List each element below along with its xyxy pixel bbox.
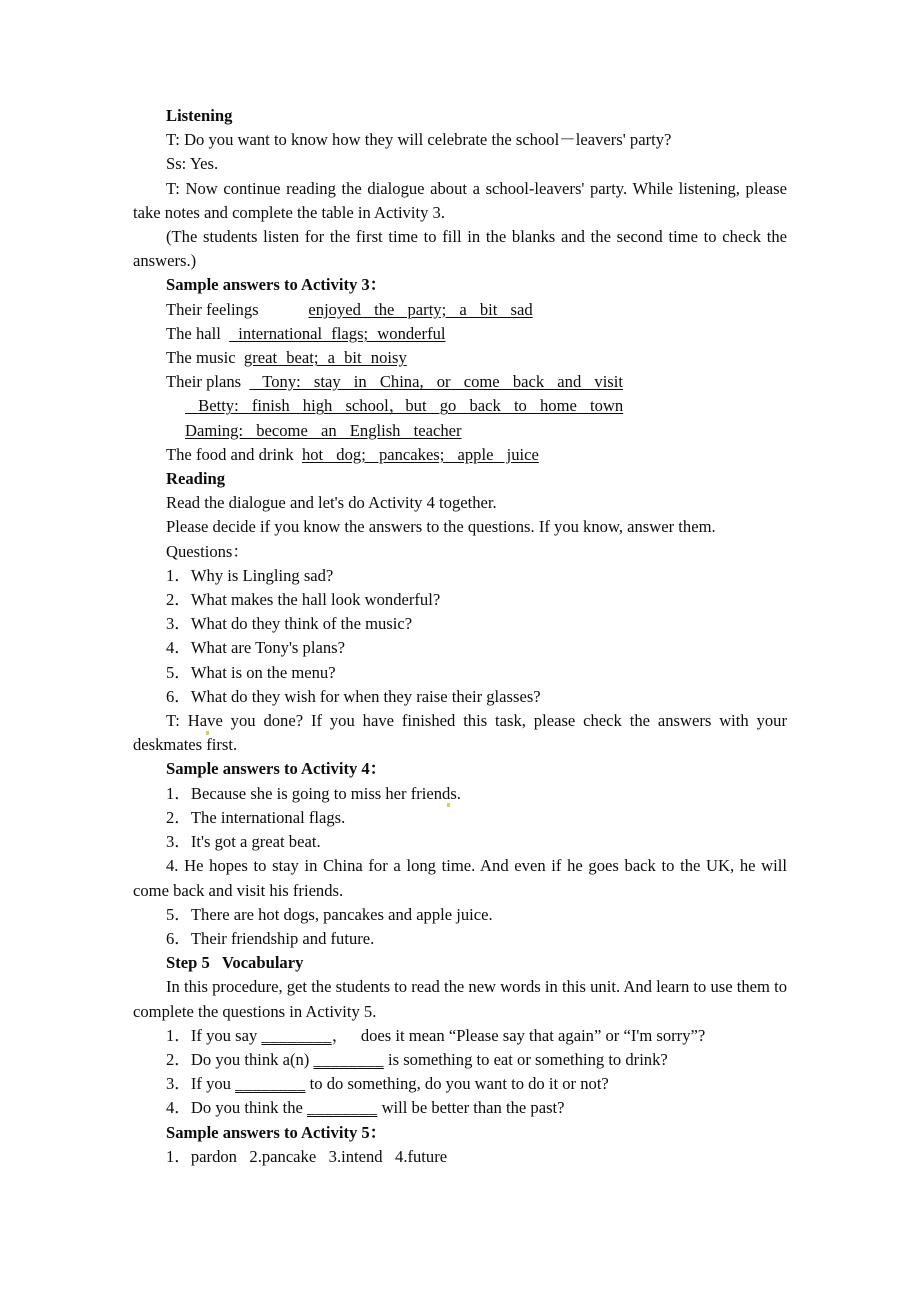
exercise-text-before: Do you think a(n)	[190, 1049, 314, 1069]
activity4-answer-1: 1．Because she is going to miss her friends.	[166, 783, 461, 803]
activity4-answer-5: 5．There are hot dogs, pancakes and apple juice.	[166, 904, 493, 924]
exercise-text-before: If you say	[190, 1025, 262, 1045]
reading-question-1: 1．Why is Lingling sad?	[166, 565, 334, 585]
answer-row-label: The music	[166, 348, 236, 368]
fill-in-blank[interactable]: ________	[235, 1074, 306, 1094]
reading-instruction-2: Please decide if you know the answers to the questions. If you know, answer them.	[166, 517, 716, 537]
scan-speck-artifact	[206, 731, 209, 735]
activity4-answer-3: 3．It's got a great beat.	[166, 832, 321, 852]
activity4-answer-4: 4. He hopes to stay in China for a long time. And even if he goes back to the UK, he will come back and visit his friends.	[133, 856, 792, 900]
exercise-text-after: to do something, do you want to do it or not?	[305, 1074, 609, 1094]
heading-activity3-answers: Sample answers to Activity 3：	[166, 275, 387, 295]
exercise-number: 1．	[166, 1025, 191, 1045]
reading-question-5: 5．What is on the menu?	[166, 662, 336, 682]
answer-row-value: Tony: stay in China, or come back and visit	[249, 372, 623, 392]
fill-in-blank[interactable]: ________	[307, 1098, 378, 1118]
reading-instruction-1: Read the dialogue and let's do Activity 4 together.	[166, 493, 497, 513]
heading-step5-vocabulary: Step 5 Vocabulary	[166, 953, 304, 973]
reading-questions-label: Questions：	[166, 541, 249, 561]
answer-row-value: international flags; wonderful	[229, 323, 446, 343]
answer-row-label: The food and drink	[166, 444, 294, 464]
answer-row-gap	[294, 445, 302, 464]
answer-row-value: great beat; a bit noisy	[243, 348, 407, 368]
activity4-answer-6: 6．Their friendship and future.	[166, 928, 375, 948]
exercise-number: 4．	[166, 1098, 191, 1118]
fill-in-blank[interactable]: ________	[261, 1025, 332, 1045]
reading-closing-line: T: Have you done? If you have finished this task, please check the answers with your deskmates first.	[133, 711, 792, 755]
answer-row-gap	[259, 300, 309, 319]
vocab-exercise-1	[133, 1024, 787, 1048]
reading-question-3: 3．What do they think of the music?	[166, 614, 413, 634]
vocab-exercise-2	[133, 1048, 787, 1072]
answer-row-gap	[221, 324, 229, 343]
vocab-exercise-4	[133, 1096, 787, 1120]
answer-row-label: The hall	[166, 323, 221, 343]
answer-row-food-drink	[133, 443, 787, 467]
answer-row-plans	[133, 370, 787, 394]
activity5-answer-line: 1．pardon 2.pancake 3.intend 4.future	[166, 1146, 448, 1166]
exercise-text-after: is something to eat or something to drink?	[383, 1049, 668, 1069]
answer-row-label: Their feelings	[166, 299, 259, 319]
answer-row-music	[133, 346, 787, 370]
dialogue-line-ss: Ss: Yes.	[166, 154, 219, 174]
reading-question-2: 2．What makes the hall look wonderful?	[166, 590, 441, 610]
stage-direction: (The students listen for the first time to fill in the blanks and the second time to check the answers.)	[133, 227, 792, 271]
exercise-number: 3．	[166, 1074, 191, 1094]
heading-reading: Reading	[166, 469, 226, 489]
step5-intro: In this procedure, get the students to read the new words in this unit. And learn to use them to complete the questions in Activity 5.	[133, 977, 792, 1021]
answer-row-plans-betty	[133, 394, 787, 418]
scan-speck-artifact	[447, 803, 450, 807]
heading-activity4-answers: Sample answers to Activity 4：	[166, 759, 387, 779]
exercise-text-before: Do you think the	[190, 1098, 308, 1118]
answer-row-value: hot dog; pancakes; apple juice	[301, 444, 539, 464]
answer-row-value: enjoyed the party; a bit sad	[308, 299, 533, 319]
dialogue-line-t1: T: Do you want to know how they will celebrate the school－leavers' party?	[166, 130, 672, 150]
exercise-text-after: ， does it mean “Please say that again” or “I'm sorry”?	[331, 1025, 706, 1045]
reading-question-4: 4．What are Tony's plans?	[166, 638, 345, 658]
answer-row-value: Daming: become an English teacher	[185, 420, 462, 440]
reading-question-6: 6．What do they wish for when they raise their glasses?	[166, 686, 541, 706]
answer-row-label: Their plans	[166, 372, 242, 392]
fill-in-blank[interactable]: ________	[313, 1049, 384, 1069]
heading-activity5-answers: Sample answers to Activity 5：	[166, 1122, 387, 1142]
heading-listening: Listening	[166, 106, 233, 125]
answer-row-feelings	[133, 298, 787, 322]
answer-row-plans-daming	[133, 419, 787, 443]
answer-row-gap	[236, 348, 244, 367]
vocab-exercise-3	[133, 1072, 787, 1096]
answer-row-hall	[133, 322, 787, 346]
answer-row-value: Betty: finish high school，but go back to home town	[185, 396, 624, 416]
exercise-text-after: will be better than the past?	[377, 1098, 565, 1118]
dialogue-line-t2: T: Now continue reading the dialogue about a school-leavers' party. While listening, please take notes and complete the table in Activity 3.	[133, 178, 792, 222]
page-content	[133, 104, 792, 1169]
activity4-answer-2: 2．The international flags.	[166, 807, 346, 827]
exercise-text-before: If you	[190, 1074, 236, 1094]
exercise-number: 2．	[166, 1049, 191, 1069]
